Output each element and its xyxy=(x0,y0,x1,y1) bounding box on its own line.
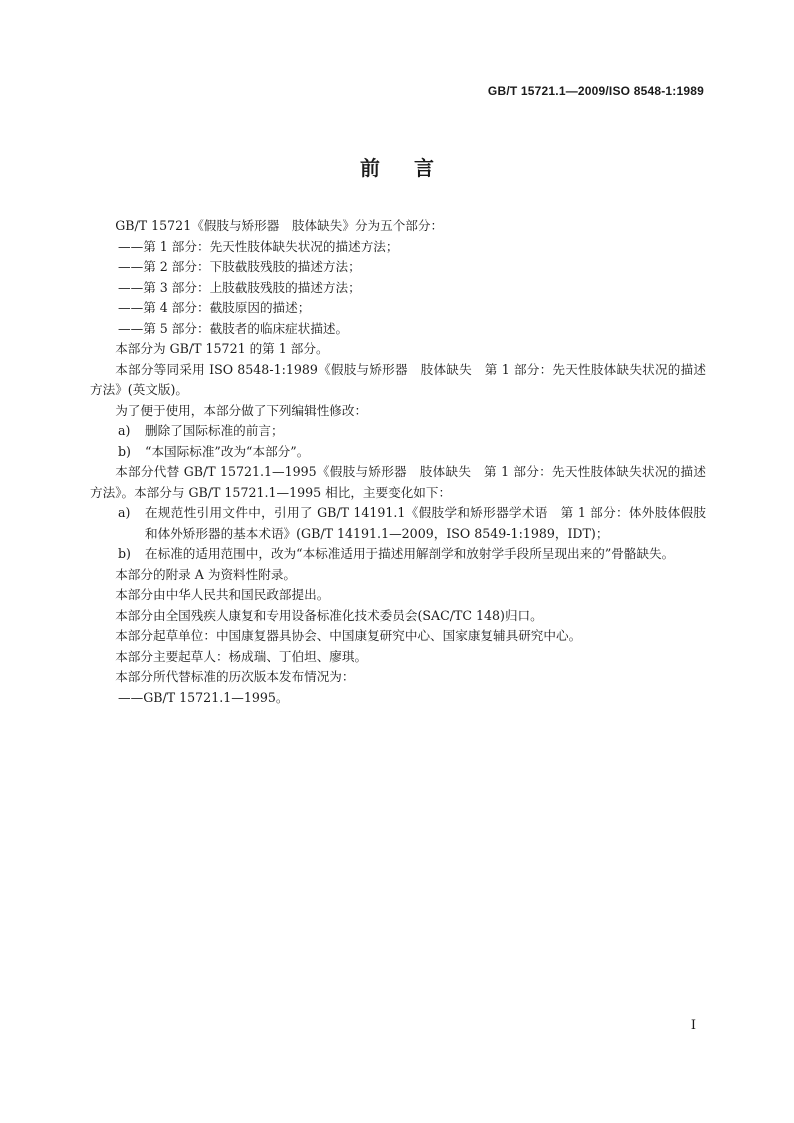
list-item-text: 在规范性引用文件中，引用了 GB/T 14191.1《假肢学和矫形器学术语 第 1 部分：体外肢体假肢和体外矫形器的基本术语》(GB/T 14191.1—2009，ISO 8549-1:1989，IDT)； xyxy=(145,505,706,541)
dash-list-item: ——第 5 部分：截肢者的临床症状描述。 xyxy=(118,320,349,336)
list-item xyxy=(90,442,706,463)
list-item-label: b) xyxy=(118,443,131,459)
list-item-label: a) xyxy=(118,505,131,520)
list-item-label: a) xyxy=(118,423,131,438)
dash-list-item: ——GB/T 15721.1—1995。 xyxy=(118,689,289,705)
list-item xyxy=(90,421,706,442)
paragraph: 本部分的附录 A 为资料性附录。 xyxy=(115,566,297,582)
list-item xyxy=(90,503,706,544)
page-title: 前言 xyxy=(360,156,468,180)
dash-list-item: ——第 1 部分：先天性肢体缺失状况的描述方法； xyxy=(118,238,399,254)
paragraph: 本部分由全国残疾人康复和专用设备标准化技术委员会(SAC/TC 148)归口。 xyxy=(115,607,543,623)
paragraph: 为了便于使用，本部分做了下列编辑性修改： xyxy=(115,402,368,418)
foreword-body xyxy=(90,216,706,708)
paragraph: 本部分为 GB/T 15721 的第 1 部分。 xyxy=(115,341,329,356)
paragraph: 本部分起草单位：中国康复器具协会、中国康复研究中心、国家康复辅具研究中心。 xyxy=(115,628,582,643)
paragraph: 本部分代替 GB/T 15721.1—1995《假肢与矫形器 肢体缺失 第 1 部分：先天性肢体缺失状况的描述方法》。本部分与 GB/T 15721.1—1995 相比，主要变化如下： xyxy=(90,464,706,500)
paragraph: GB/T 15721《假肢与矫形器 肢体缺失》分为五个部分： xyxy=(115,218,444,233)
dash-list-item: ——第 4 部分：截肢原因的描述； xyxy=(118,300,311,315)
paragraph: 本部分所代替标准的历次版本发布情况为： xyxy=(115,669,355,684)
list-item-text: 在标准的适用范围中，改为“本标准适用于描述用解剖学和放射学手段所呈现出来的”骨骼缺失。 xyxy=(145,546,675,561)
list-item-label: b) xyxy=(118,546,131,561)
paragraph: 本部分等同采用 ISO 8548-1:1989《假肢与矫形器 肢体缺失 第 1 部分：先天性肢体缺失状况的描述方法》(英文版)。 xyxy=(90,361,706,397)
list-item-text: 删除了国际标准的前言； xyxy=(145,423,284,438)
standard-number-header: GB/T 15721.1—2009/ISO 8548-1:1989 xyxy=(487,84,704,98)
page-number: I xyxy=(690,1018,696,1033)
list-item xyxy=(90,544,706,565)
dash-list-item: ——第 3 部分：上肢截肢残肢的描述方法； xyxy=(118,279,361,295)
dash-list-item: ——第 2 部分：下肢截肢残肢的描述方法； xyxy=(118,259,361,274)
list-item-text: “本国际标准”改为“本部分”。 xyxy=(145,443,310,459)
paragraph: 本部分由中华人民共和国民政部提出。 xyxy=(115,587,330,602)
paragraph: 本部分主要起草人：杨成瑞、丁伯坦、廖琪。 xyxy=(115,648,368,664)
